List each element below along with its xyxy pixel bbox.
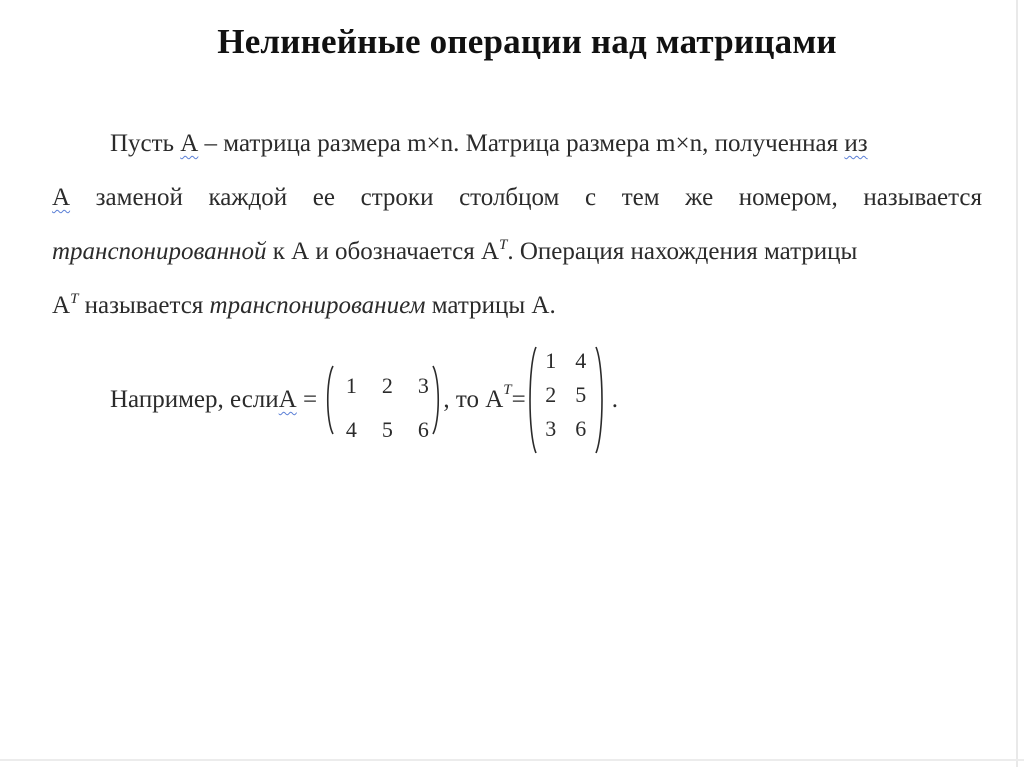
- line2-word: ее: [312, 184, 335, 211]
- line2-word: тем: [621, 184, 660, 211]
- term-transposed: транспонированной: [52, 238, 267, 265]
- matrix-cell: 4: [345, 417, 357, 442]
- transpose-superscript: T: [499, 237, 508, 253]
- line2-word: столбцом: [459, 184, 560, 211]
- line2-word: каждой: [208, 184, 288, 211]
- transpose-superscript: T: [503, 381, 512, 398]
- example-end-period: .: [611, 386, 618, 413]
- matrix-a-symbol: А: [180, 130, 199, 157]
- slide-title: Нелинейные операции над матрицами: [217, 22, 837, 61]
- matrix-cell: 1: [545, 348, 557, 373]
- line2-word: заменой: [95, 184, 183, 211]
- line4-end: матрицы А.: [425, 292, 556, 319]
- right-paren-icon: [594, 346, 604, 454]
- matrix-cell: 4: [575, 348, 587, 373]
- example-prefix: Например, если: [110, 386, 279, 413]
- matrix-cell: 2: [545, 382, 557, 407]
- line2-word: с: [584, 184, 597, 211]
- paragraph-line-2: [52, 182, 982, 214]
- line2-word: называется: [863, 184, 982, 211]
- matrix-a-symbol: А: [52, 292, 71, 319]
- matrix-cell: 6: [575, 416, 587, 441]
- line3-text: к А и обозначается А: [266, 238, 499, 265]
- matrix-a-transposed: [530, 346, 602, 454]
- line2-word: же: [685, 184, 714, 211]
- slide-edge-right: [1016, 0, 1018, 767]
- line1-prefix: Пусть: [110, 130, 181, 157]
- matrix-at-grid: [536, 348, 596, 442]
- transpose-superscript: T: [70, 291, 79, 307]
- line2-word: номером,: [738, 184, 838, 211]
- line2-word: А: [52, 184, 71, 211]
- matrix-cell: 5: [381, 417, 393, 442]
- matrix-a-symbol: А: [278, 386, 297, 413]
- paragraph-line-4: [52, 290, 982, 322]
- matrix-cell: 1: [345, 373, 357, 398]
- matrix-cell: 2: [381, 373, 393, 398]
- matrix-a: [327, 365, 439, 442]
- matrix-cell: 3: [545, 416, 557, 441]
- equals-sign: =: [511, 386, 526, 413]
- paragraph-line-3: [52, 236, 982, 268]
- example-line: [110, 345, 618, 455]
- matrix-cell: 3: [417, 373, 429, 398]
- slide-edge-bottom: [0, 759, 1024, 761]
- line4-text: называется: [78, 292, 210, 319]
- matrix-cell: 6: [417, 417, 429, 442]
- paragraph-line-1: [110, 128, 982, 160]
- right-paren-icon: [431, 365, 441, 435]
- line1-end-word: из: [844, 130, 868, 157]
- matrix-a-grid: [333, 373, 441, 443]
- line3-rest: . Операция нахождения матрицы: [507, 238, 858, 265]
- example-middle: , то А: [443, 386, 504, 413]
- term-transposition: транспонированием: [209, 292, 426, 319]
- equals-sign: =: [296, 386, 324, 413]
- matrix-cell: 5: [575, 382, 587, 407]
- line1-text: – матрица размера m×n. Матрица размера m×n, полученная: [198, 130, 845, 157]
- line2-word: строки: [360, 184, 434, 211]
